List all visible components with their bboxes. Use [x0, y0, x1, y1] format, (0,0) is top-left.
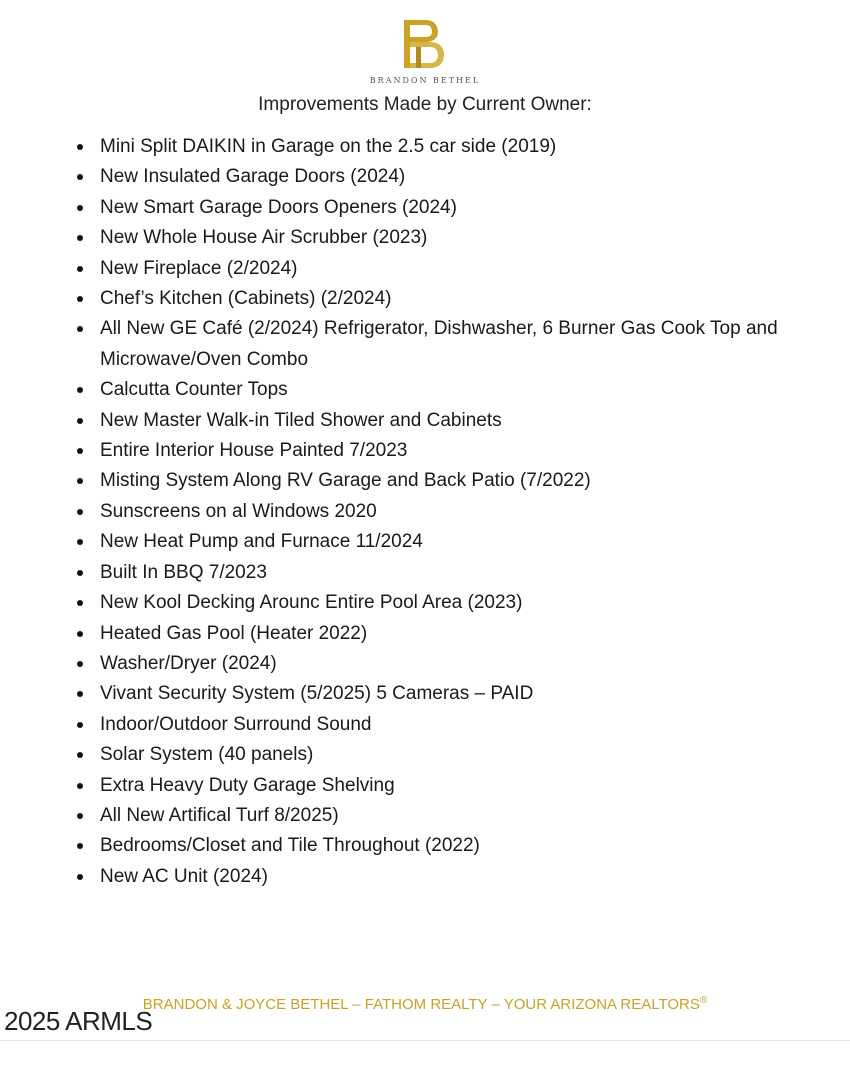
bb-monogram-icon: [400, 16, 450, 72]
list-item-text: Heated Gas Pool (Heater 2022): [100, 622, 368, 644]
bullet-icon: [77, 600, 83, 606]
registered-mark: ®: [699, 995, 708, 1006]
list-item-text: Bedrooms/Closet and Tile Throughout (2022): [100, 835, 480, 857]
list-item: [0, 132, 800, 162]
list-item: [0, 862, 800, 892]
bullet-icon: [77, 326, 83, 332]
list-item-text: Chef’s Kitchen (Cabinets) (2/2024): [100, 288, 392, 310]
bullet-icon: [77, 874, 83, 880]
list-item: [0, 649, 800, 679]
logo-text: BRANDON BETHEL: [369, 76, 481, 85]
list-item: [0, 466, 800, 496]
list-item: [0, 314, 800, 375]
list-item: [0, 801, 800, 831]
list-item-text: Entire Interior House Painted 7/2023: [100, 440, 408, 462]
list-item: [0, 406, 800, 436]
list-item-text: Solar System (40 panels): [100, 744, 314, 766]
list-item-text: Built In BBQ 7/2023: [100, 561, 267, 583]
bullet-icon: [77, 387, 83, 393]
list-item-text: All New GE Café (2/2024) Refrigerator, Dishwasher, 6 Burner Gas Cook Top and Microwave/Oven Combo: [100, 318, 778, 370]
bullet-icon: [77, 843, 83, 849]
armls-watermark: 2025 ARMLS: [4, 1006, 153, 1036]
bullet-icon: [77, 722, 83, 728]
list-item: [0, 193, 800, 223]
bullet-icon: [77, 661, 83, 667]
bullet-icon: [77, 235, 83, 241]
list-item-text: Mini Split DAIKIN in Garage on the 2.5 car side (2019): [100, 136, 557, 157]
list-item: [0, 771, 800, 801]
list-item-text: Indoor/Outdoor Surround Sound: [100, 713, 372, 735]
list-item-text: New Whole House Air Scrubber (2023): [100, 227, 428, 249]
list-item-text: Calcutta Counter Tops: [100, 379, 288, 401]
list-item-text: New Heat Pump and Furnace 11/2024: [100, 531, 423, 553]
bullet-icon: [77, 144, 83, 150]
list-item-text: New Master Walk-in Tiled Shower and Cabinets: [100, 409, 502, 431]
list-item: [0, 679, 800, 709]
bullet-icon: [77, 174, 83, 180]
list-item-text: Washer/Dryer (2024): [100, 652, 277, 674]
list-item: [0, 254, 800, 284]
list-item: [0, 375, 800, 405]
list-item: [0, 284, 800, 314]
list-item: [0, 831, 800, 861]
list-item-text: All New Artifical Turf 8/2025): [100, 804, 339, 826]
list-item-text: New Fireplace (2/2024): [100, 257, 298, 279]
list-item: [0, 558, 800, 588]
list-item: [0, 740, 800, 770]
list-item: [0, 527, 800, 557]
bullet-icon: [77, 296, 83, 302]
bullet-icon: [77, 570, 83, 576]
list-item-text: New Insulated Garage Doors (2024): [100, 166, 406, 188]
bullet-icon: [77, 418, 83, 424]
bullet-icon: [77, 205, 83, 211]
bullet-icon: [77, 631, 83, 637]
list-item-text: Misting System Along RV Garage and Back Patio (7/2022): [100, 470, 591, 492]
bullet-icon: [77, 448, 83, 454]
bottom-divider: [0, 1040, 850, 1041]
footer-text: BRANDON & JOYCE BETHEL – FATHOM REALTY – YOUR ARIZONA REALTORS: [142, 996, 700, 1013]
list-item: [0, 223, 800, 253]
list-item: [0, 619, 800, 649]
list-item-text: Sunscreens on al Windows 2020: [100, 500, 377, 522]
brand-logo: [0, 16, 850, 85]
list-item-text: New Kool Decking Arounc Entire Pool Area (2023): [100, 592, 523, 614]
bullet-icon: [77, 813, 83, 819]
bullet-icon: [77, 539, 83, 545]
list-item-text: Extra Heavy Duty Garage Shelving: [100, 774, 395, 796]
list-item-text: New Smart Garage Doors Openers (2024): [100, 196, 457, 218]
bullet-icon: [77, 691, 83, 697]
bullet-icon: [77, 752, 83, 758]
list-item-text: Vivant Security System (5/2025) 5 Cameras – PAID: [100, 683, 534, 705]
improvements-list: [0, 132, 800, 892]
bullet-icon: [77, 478, 83, 484]
list-item: [0, 588, 800, 618]
list-item: [0, 497, 800, 527]
list-item: [0, 162, 800, 192]
bullet-icon: [77, 509, 83, 515]
bullet-icon: [77, 266, 83, 272]
list-item-text: New AC Unit (2024): [100, 865, 268, 887]
list-item: [0, 436, 800, 466]
list-item: [0, 710, 800, 740]
bullet-icon: [77, 783, 83, 789]
page-title: Improvements Made by Current Owner:: [258, 94, 592, 115]
